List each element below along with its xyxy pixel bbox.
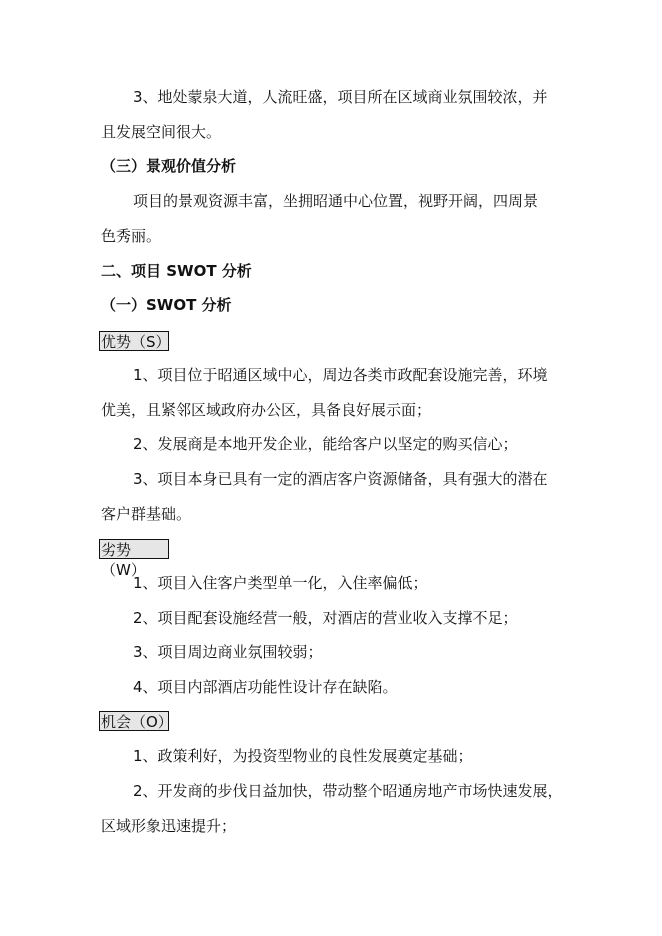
- weakness-item4: 4、项目内部酒店功能性设计存在缺陷。: [133, 678, 398, 696]
- paragraph-location-line1: 3、地处蒙泉大道，人流旺盛，项目所在区域商业氛围较浓，并: [133, 88, 548, 106]
- heading-swot-sub: （一）SWOT 分析: [101, 296, 232, 314]
- strength-item1-line2: 优美，且紧邻区域政府办公区，具备良好展示面；: [101, 401, 432, 419]
- label-opportunity: 机会（O）: [101, 713, 173, 731]
- label-strength: 优势（S）: [101, 333, 171, 351]
- opportunity-item2-line2: 区域形象迅速提升；: [101, 817, 237, 835]
- paragraph-landscape-line1: 项目的景观资源丰富，坐拥昭通中心位置，视野开阔，四周景: [133, 192, 539, 210]
- strength-item2: 2、发展商是本地开发企业，能给客户以坚定的购买信心；: [133, 435, 518, 453]
- paragraph-location-line2: 且发展空间很大。: [101, 123, 222, 141]
- weakness-item2: 2、项目配套设施经营一般，对酒店的营业收入支撑不足；: [133, 609, 518, 627]
- weakness-item1: 1、项目入住客户类型单一化，入住率偏低；: [133, 574, 428, 592]
- opportunity-item2-line1: 2、开发商的步伐日益加快，带动整个昭通房地产市场快速发展，: [133, 782, 563, 800]
- strength-item1-line1: 1、项目位于昭通区域中心，周边各类市政配套设施完善，环境: [133, 366, 548, 384]
- opportunity-item1: 1、政策利好，为投资型物业的良性发展奠定基础；: [133, 747, 473, 765]
- heading-landscape-analysis: （三）景观价值分析: [101, 157, 237, 175]
- heading-swot-main: 二、项目 SWOT 分析: [101, 262, 252, 280]
- label-weakness: 劣势（W）: [99, 539, 169, 559]
- strength-item3-line2: 客户群基础。: [101, 505, 192, 523]
- paragraph-landscape-line2: 色秀丽。: [101, 227, 162, 245]
- weakness-item3: 3、项目周边商业氛围较弱；: [133, 643, 323, 661]
- strength-item3-line1: 3、项目本身已具有一定的酒店客户资源储备，具有强大的潜在: [133, 470, 548, 488]
